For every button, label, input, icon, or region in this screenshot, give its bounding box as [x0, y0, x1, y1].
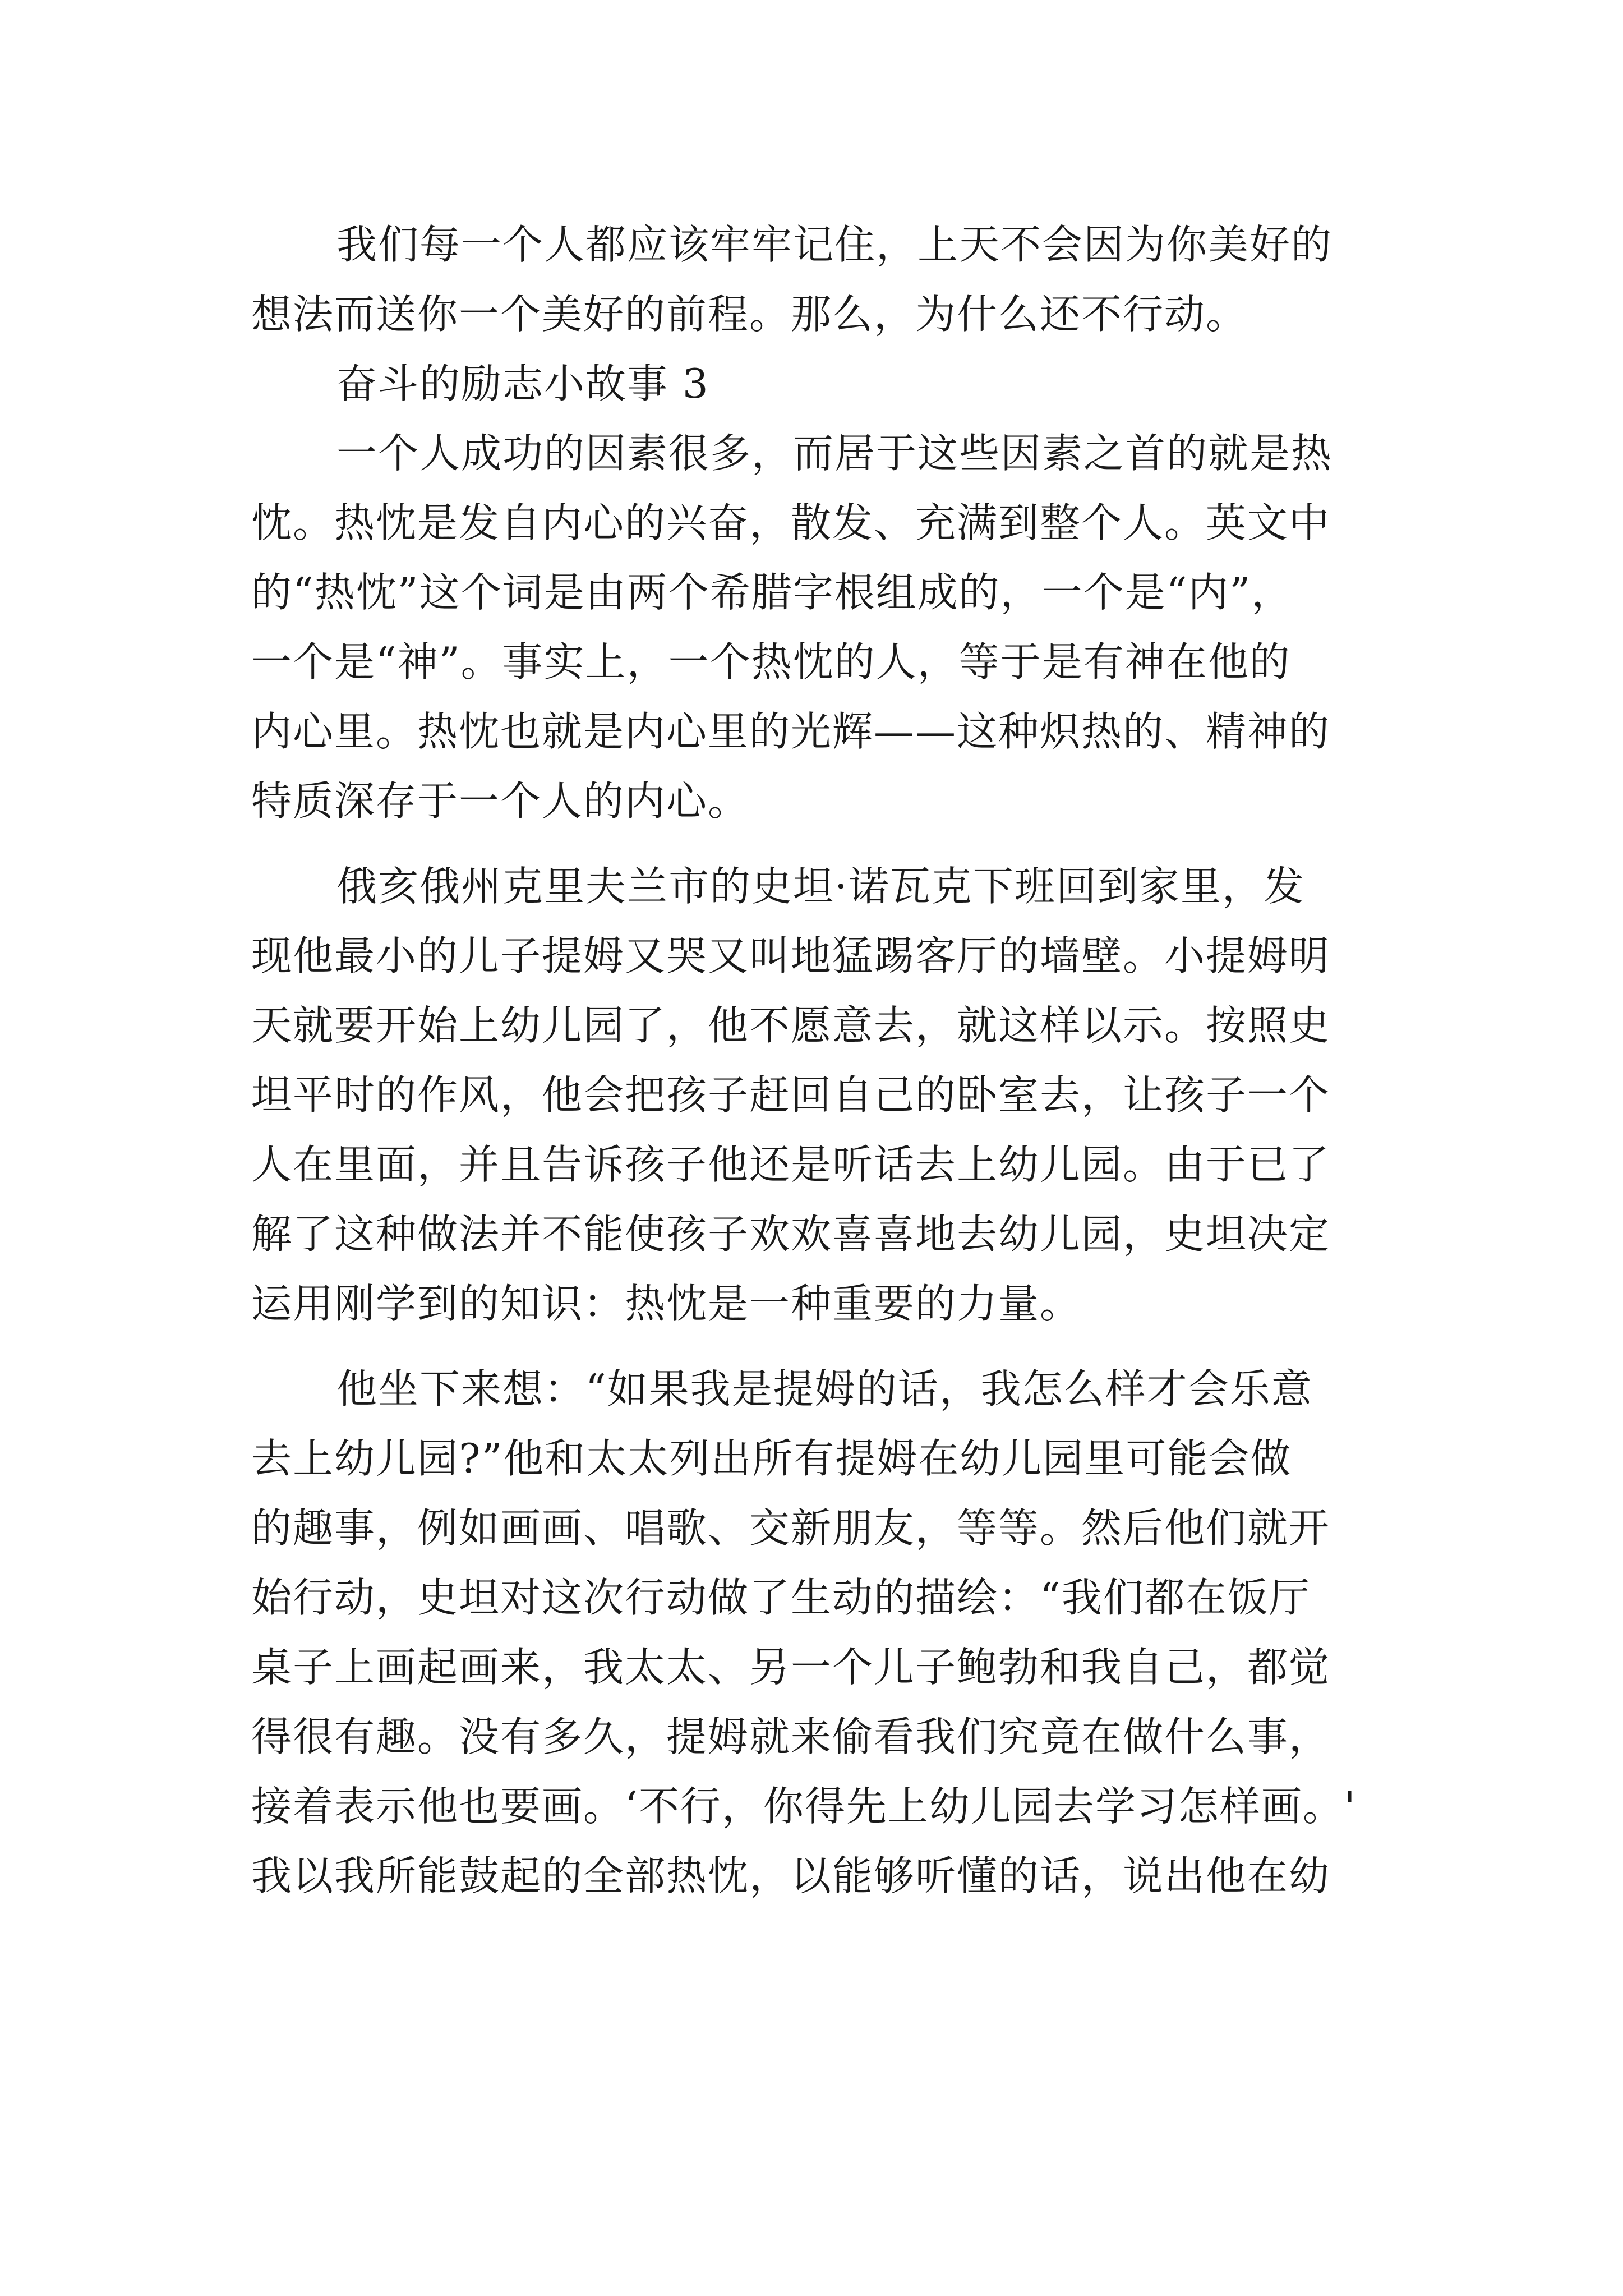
paragraph-line: 运用刚学到的知识：热忱是一种重要的力量。 — [251, 1280, 1082, 1327]
paragraph-line: 我以我所能鼓起的全部热忱，以能够听懂的话，说出他在幼 — [251, 1852, 1331, 1899]
paragraph-line: 一个是“神”。事实上，一个热忱的人，等于是有神在他的 — [251, 638, 1291, 685]
paragraph-line: 内心里。热忱也就是内心里的光辉——这种炽热的、精神的 — [251, 708, 1331, 755]
paragraph-line: 人在里面，并且告诉孩子他还是听话去上幼儿园。由于已了 — [251, 1141, 1331, 1188]
paragraph-line: 的趣事，例如画画、唱歌、交新朋友，等等。然后他们就开 — [251, 1504, 1331, 1552]
paragraph-line: 俄亥俄州克里夫兰市的史坦·诺瓦克下班回到家里，发 — [336, 863, 1305, 910]
section-heading: 奋斗的励志小故事 3 — [336, 360, 709, 407]
paragraph-line: 解了这种做法并不能使孩子欢欢喜喜地去幼儿园，史坦决定 — [251, 1211, 1331, 1258]
paragraph-line: 一个人成功的因素很多，而居于这些因素之首的就是热 — [336, 430, 1333, 477]
paragraph-line: 想法而送你一个美好的前程。那么，为什么还不行动。 — [251, 291, 1248, 338]
paragraph-line: 得很有趣。没有多久，提姆就来偷看我们究竟在做什么事， — [251, 1713, 1331, 1760]
paragraph-line: 接着表示他也要画。‘不行，你得先上幼儿园去学习怎样画。' — [251, 1783, 1357, 1830]
paragraph-line: 特质深存于一个人的内心。 — [251, 777, 750, 825]
paragraph-line: 我们每一个人都应该牢牢记住，上天不会因为你美好的 — [336, 221, 1333, 268]
paragraph-line: 去上幼儿园?”他和太太列出所有提姆在幼儿园里可能会做 — [251, 1435, 1292, 1482]
paragraph-line: 天就要开始上幼儿园了，他不愿意去，就这样以示。按照史 — [251, 1002, 1331, 1049]
paragraph-line: 忱。热忱是发自内心的兴奋，散发、充满到整个人。英文中 — [251, 499, 1331, 546]
paragraph-line: 他坐下来想：“如果我是提姆的话，我怎么样才会乐意 — [336, 1365, 1313, 1412]
paragraph-line: 坦平时的作风，他会把孩子赶回自己的卧室去，让孩子一个 — [251, 1071, 1331, 1119]
document-body — [251, 210, 1373, 1911]
paragraph-line: 的“热忱”这个词是由两个希腊字根组成的，一个是“内”， — [251, 569, 1293, 616]
paragraph-line: 桌子上画起画来，我太太、另一个儿子鲍勃和我自己，都觉 — [251, 1644, 1331, 1691]
paragraph-line: 始行动，史坦对这次行动做了生动的描绘：“我们都在饭厅 — [251, 1574, 1311, 1621]
paragraph-line: 现他最小的儿子提姆又哭又叫地猛踢客厅的墙壁。小提姆明 — [251, 932, 1331, 979]
